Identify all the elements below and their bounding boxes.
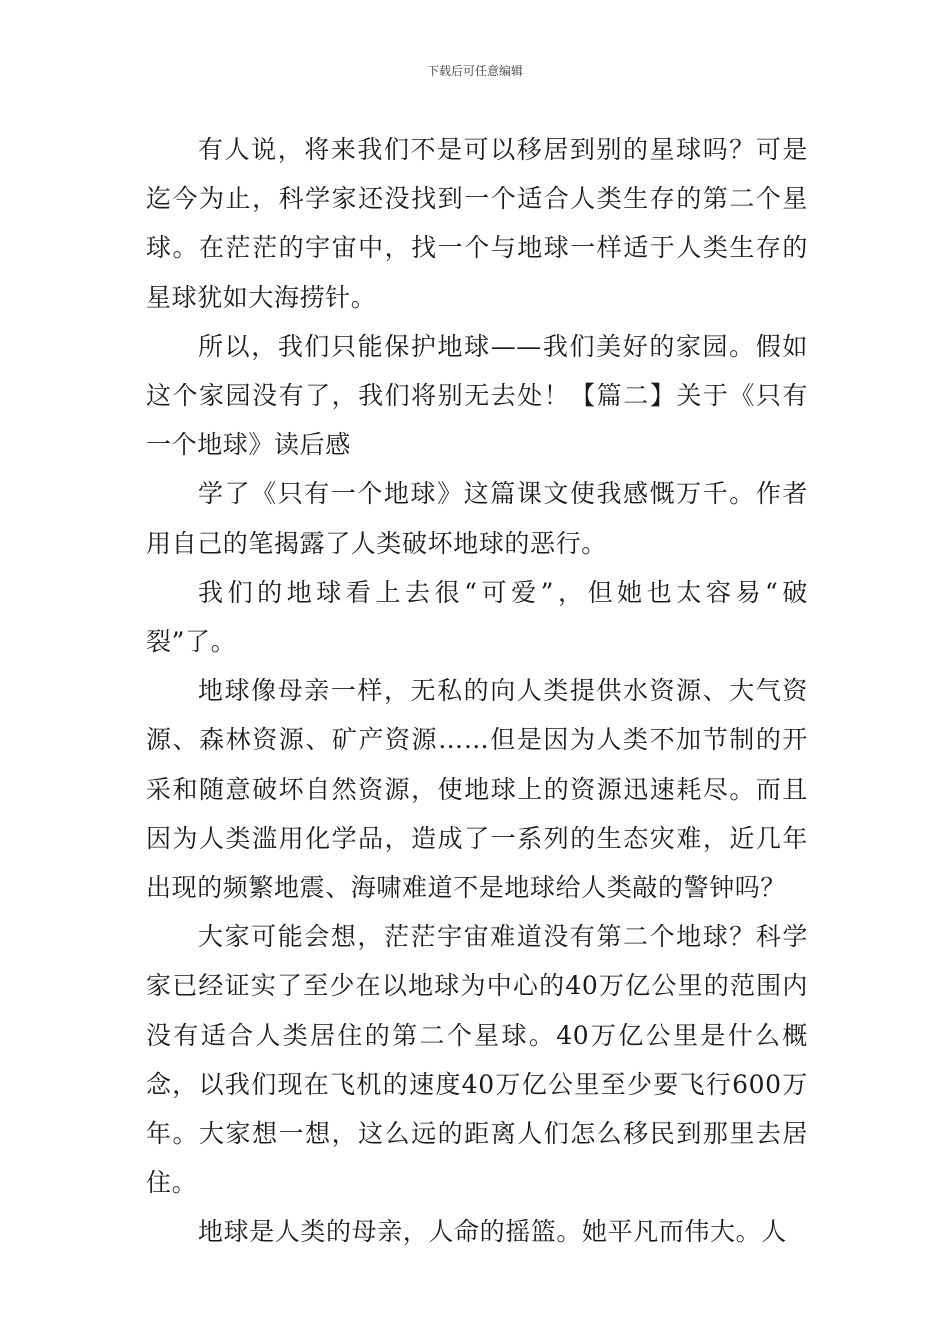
paragraph-7: 地球是人类的母亲，人命的摇篮。她平凡而伟大。人	[198, 1217, 787, 1247]
paragraph-6: 大家可能会想，茫茫宇宙难道没有第二个地球？科学家已经证实了至少在以地球为中心的40万亿公里的范围内没有适合人类居住的第二个星球。40万亿公里是什么概念，以我们现在飞机的速度40万亿公里至少要飞行600万年。大家想一想，这么远的距离人们怎么移民到那里去居住。	[146, 922, 808, 1198]
page-header: 下载后可任意编辑	[426, 64, 523, 78]
paragraph-1: 有人说，将来我们不是可以移居到别的星球吗？可是迄今为止，科学家还没找到一个适合人类生存的第二个星球。在茫茫的宇宙中，找一个与地球一样适于人类生存的星球犹如大海捞针。	[146, 135, 808, 312]
document-body	[146, 125, 808, 1257]
paragraph-3: 学了《只有一个地球》这篇课文使我感慨万千。作者用自己的笔揭露了人类破坏地球的恶行。	[146, 479, 808, 558]
paragraph-2: 所以，我们只能保护地球——我们美好的家园。假如这个家园没有了，我们将别无去处！【篇二】关于《只有一个地球》读后感	[146, 331, 808, 460]
paragraph-5: 地球像母亲一样，无私的向人类提供水资源、大气资源、森林资源、矿产资源……但是因为人类不加节制的开采和随意破坏自然资源，使地球上的资源迅速耗尽。而且因为人类滥用化学品，造成了一系列的生态灾难，近几年出现的频繁地震、海啸难道不是地球给人类敲的警钟吗？	[146, 676, 808, 903]
paragraph-4: 我们的地球看上去很“可爱”，但她也太容易“破裂”了。	[146, 577, 808, 657]
